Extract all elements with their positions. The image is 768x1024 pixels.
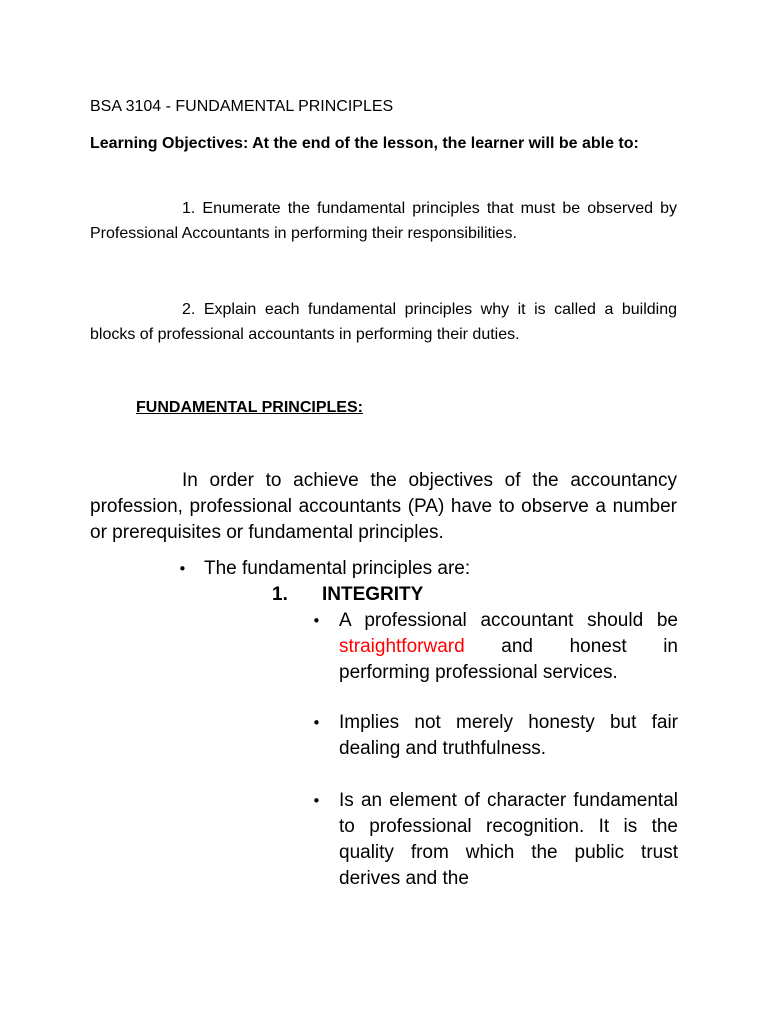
bullet-icon: • <box>312 714 321 732</box>
document-title: BSA 3104 - FUNDAMENTAL PRINCIPLES <box>90 98 394 115</box>
objective-2-text: 2. Explain each fundamental principles why it is called a building blocks of professional accountants in performing their duties. <box>90 301 677 343</box>
intro-paragraph <box>90 468 677 546</box>
bullet-icon: • <box>312 612 321 630</box>
objective-1 <box>90 196 677 246</box>
principles-intro-item <box>178 556 678 582</box>
principle-point <box>312 608 678 686</box>
point-text-after: and honest in performing professional services. <box>339 636 678 683</box>
principles-intro-text: The fundamental principles are: <box>204 558 471 579</box>
principle-heading <box>272 582 672 608</box>
bullet-icon: • <box>178 560 187 578</box>
objective-2 <box>90 297 677 347</box>
objective-1-text: 1. Enumerate the fundamental principles that must be observed by Professional Accountants in performing their responsibilities. <box>90 200 677 242</box>
principle-point <box>312 710 678 762</box>
intro-paragraph-text: In order to achieve the objectives of the accountancy profession, professional accountants (PA) have to observe a number or prerequisites or fundamental principles. <box>90 470 677 543</box>
principle-point-text <box>339 608 678 686</box>
principle-name: INTEGRITY <box>322 584 424 605</box>
highlighted-term: straightforward <box>339 636 465 657</box>
principle-point <box>312 788 678 892</box>
principle-point-text: Implies not merely honesty but fair dealing and truthfulness. <box>339 712 678 759</box>
principle-point-text: Is an element of character fundamental to professional recognition. It is the quality from which the public trust derives and the <box>339 790 678 889</box>
bullet-icon: • <box>312 792 321 810</box>
point-text-before: A professional accountant should be <box>339 610 678 631</box>
learning-objectives-heading: Learning Objectives: At the end of the lesson, the learner will be able to: <box>90 135 639 152</box>
section-heading: FUNDAMENTAL PRINCIPLES: <box>136 399 363 416</box>
principle-number: 1. <box>272 584 288 605</box>
